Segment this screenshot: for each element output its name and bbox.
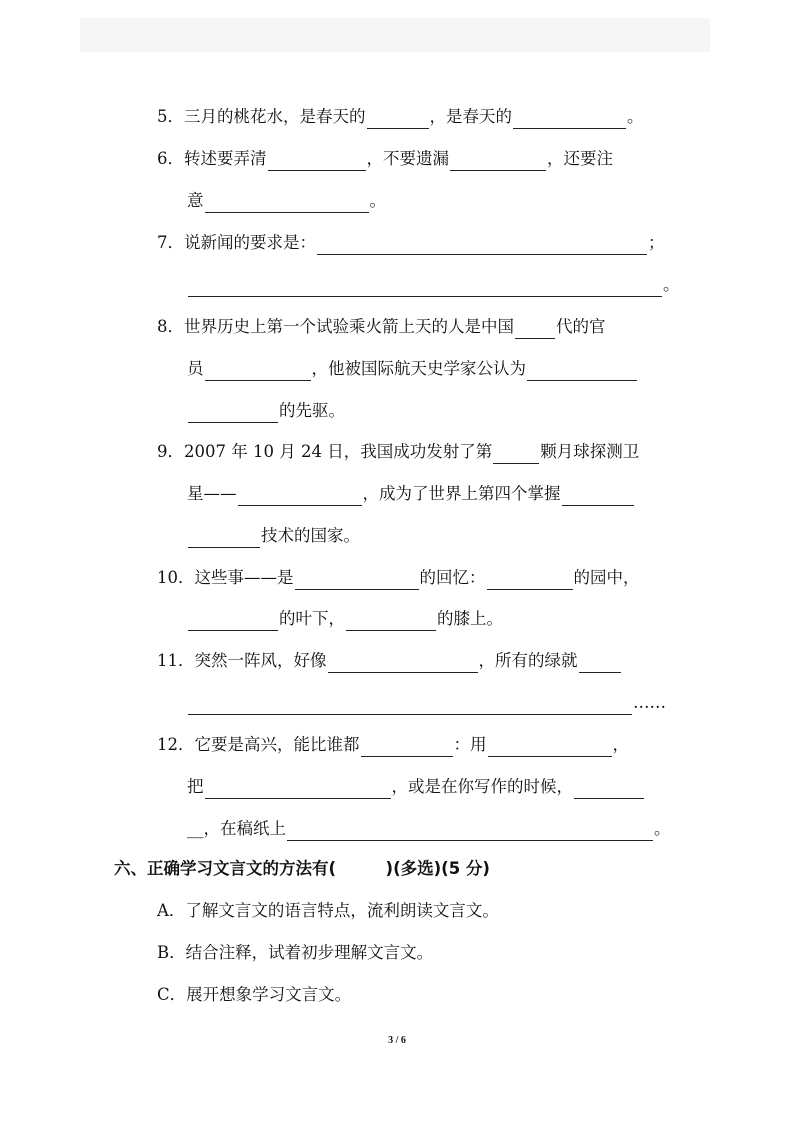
question-text: 颗月球探测卫 [540,442,640,461]
answer-blank[interactable] [367,111,429,129]
answer-blank[interactable] [488,739,612,757]
question-number: 12． [157,735,195,754]
question-7-cont [187,273,680,297]
question-text: 意 [187,191,204,210]
answer-blank[interactable] [238,488,362,506]
question-9 [157,440,639,464]
question-11 [157,649,622,673]
answer-blank[interactable] [346,613,436,631]
question-10 [157,566,640,590]
answer-blank[interactable] [574,781,644,799]
question-number: 5． [157,107,184,126]
question-text: ，成为了世界上第四个掌握 [362,484,561,503]
question-text: ，或是在你写作的时候， [391,777,573,796]
question-text: __ [187,819,204,838]
option-b[interactable] [157,941,433,965]
answer-blank[interactable] [493,446,539,464]
question-10-cont [187,607,503,631]
question-text: 的膝上。 [437,609,503,628]
question-6-cont [187,189,386,213]
question-12-cont2 [187,817,671,841]
answer-blank[interactable] [527,363,637,381]
option-a[interactable] [157,899,499,923]
answer-blank[interactable] [287,823,653,841]
answer-blank[interactable] [295,572,419,590]
answer-blank[interactable] [188,697,632,715]
question-text: 的先驱。 [279,401,345,420]
answer-blank[interactable] [205,195,369,213]
question-12 [157,733,629,757]
question-6 [157,147,613,171]
question-text: ，还要注 [547,149,613,168]
answer-blank[interactable] [515,321,555,339]
question-text: 的回忆： [419,568,486,587]
question-text: 技术的国家。 [261,526,360,545]
answer-blank[interactable] [188,279,662,297]
answer-blank[interactable] [188,613,278,631]
question-text: 突然一阵风，好像 [194,651,327,670]
question-text: ，是春天的 [429,107,512,126]
question-text: 。 [369,191,386,210]
answer-blank[interactable] [188,405,278,423]
answer-blank[interactable] [317,237,647,255]
question-text: ，所有的绿就 [478,651,578,670]
question-9-cont2 [187,524,360,548]
page-header-band [80,18,710,52]
answer-blank[interactable] [205,363,311,381]
question-text: 。 [654,819,671,838]
answer-blank[interactable] [579,655,621,673]
page-number: 3 / 6 [388,1035,406,1046]
question-8-cont2 [187,399,345,423]
question-text: ：用 [453,735,487,754]
question-7 [157,231,665,255]
question-text: 说新闻的要求是： [184,233,316,252]
question-text: ， [612,735,629,754]
question-number: 6． [157,149,184,168]
option-text: 结合注释，试着初步理解文言文。 [185,943,434,962]
question-text: 世界历史上第一个试验乘火箭上天的人是中国 [184,317,514,336]
option-letter: C． [157,985,187,1004]
question-text: 星—— [187,484,237,503]
answer-blank[interactable] [450,153,546,171]
question-text: ，在稿纸上 [203,819,286,838]
question-9-cont [187,482,635,506]
section-six-title: 六、正确学习文言文的方法有( )(多选)(5 分) [114,859,490,878]
question-text: 的叶下， [279,609,345,628]
question-number: 7． [157,233,184,252]
option-text: 展开想象学习文言文。 [186,985,352,1004]
option-c[interactable] [157,983,351,1007]
question-8-cont [187,357,638,381]
question-11-cont [187,691,666,715]
question-text: 2007 年 10 月 24 日，我国成功发射了第 [184,442,493,461]
answer-blank[interactable] [268,153,366,171]
question-text: 这些事——是 [194,568,294,587]
question-text: ； [648,233,665,252]
question-number: 8． [157,317,184,336]
answer-blank[interactable] [562,488,634,506]
question-text: 的园中， [573,568,640,587]
question-text: 代的官 [556,317,606,336]
question-text: 三月的桃花水，是春天的 [184,107,366,126]
question-text: 把 [187,777,204,796]
question-text: 。 [627,107,644,126]
question-text: ，不要遗漏 [366,149,449,168]
question-number: 10． [157,568,195,587]
question-number: 11． [157,651,195,670]
option-letter: A． [157,901,186,920]
option-letter: B． [157,943,186,962]
option-text: 了解文言文的语言特点，流利朗读文言文。 [185,901,499,920]
question-text: 它要是高兴，能比谁都 [194,735,360,754]
question-8 [157,315,606,339]
answer-blank[interactable] [487,572,573,590]
question-number: 9． [157,442,184,461]
question-5 [157,105,644,129]
answer-blank[interactable] [205,781,391,799]
answer-blank[interactable] [328,655,478,673]
answer-blank[interactable] [361,739,453,757]
question-text: 员 [187,359,204,378]
question-text: …… [633,693,666,712]
question-text: 。 [663,275,680,294]
question-12-cont [187,775,645,799]
question-text: ，他被国际航天史学家公认为 [311,359,526,378]
answer-blank[interactable] [513,111,626,129]
question-text: 转述要弄清 [184,149,267,168]
answer-blank[interactable] [188,530,260,548]
